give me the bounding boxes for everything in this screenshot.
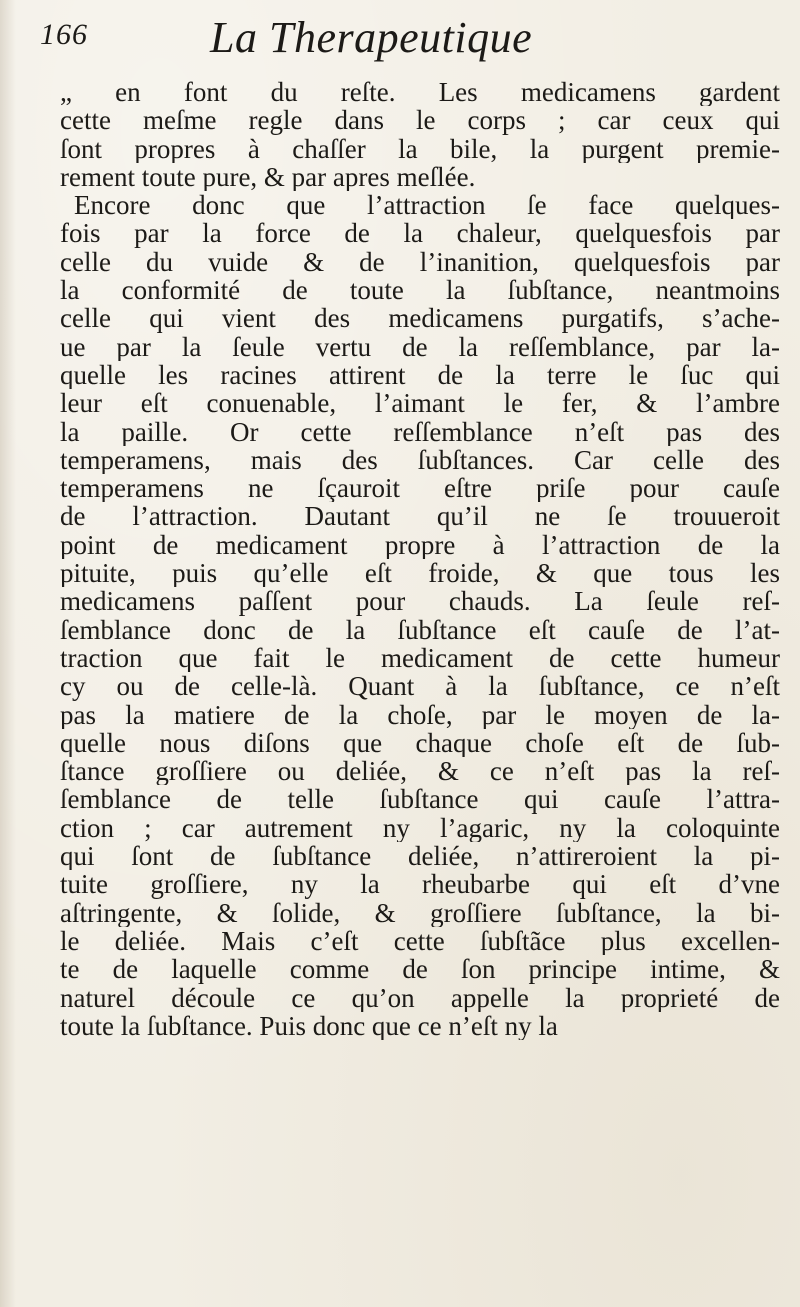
text-line: cy ou de celle-là. Quant à la ſubſtance, ce n’eſt xyxy=(60,672,780,701)
text-line: quelle les racines attirent de la terre le ſuc qui xyxy=(60,360,780,390)
text-line: cette meſme regle dans le corps ; car ceux qui xyxy=(60,106,780,135)
text-line: la conformité de toute la ſubſtance, neantmoins xyxy=(60,276,780,305)
text-line: point de medicament propre à l’attraction de la xyxy=(60,530,780,560)
text-line: fois par la force de la chaleur, quelquesfois par xyxy=(60,219,780,248)
text-line: pas la matiere de la choſe, par le moyen de la- xyxy=(60,700,780,729)
page-header xyxy=(40,12,780,68)
text-line: quelle nous diſons que chaque choſe eſt de ſub- xyxy=(60,728,780,758)
text-line: pituite, puis qu’elle eſt froide, & que tous les xyxy=(60,559,780,588)
text-line: medicamens paſſent pour chauds. La ſeule reſ- xyxy=(60,587,780,616)
text-line: ſemblance donc de la ſubſtance eſt cauſe de l’at- xyxy=(60,615,780,644)
text-line: celle du vuide & de l’inanition, quelquesfois par xyxy=(60,247,780,277)
text-line: Encore donc que l’attraction ſe face quelques- xyxy=(74,191,780,220)
text-line: toute la ſubſtance. Puis donc que ce n’eſt ny la xyxy=(60,1011,558,1041)
running-title: La Therapeutique xyxy=(210,13,533,62)
page-gutter-shadow xyxy=(0,0,16,1307)
text-line: temperamens ne ſçauroit eſtre priſe pour cauſe xyxy=(60,474,780,503)
text-line: la paille. Or cette reſſemblance n’eſt pas des xyxy=(60,417,780,446)
text-line: aſtringente, & ſolide, & groſſiere ſubſtance, la bi- xyxy=(60,898,780,927)
text-line: traction que fait le medicament de cette humeur xyxy=(60,643,780,673)
text-line: temperamens, mais des ſubſtances. Car celle des xyxy=(60,445,780,475)
text-line: rement toute pure, & par apres meſlée. xyxy=(60,162,476,192)
text-line: ſont propres à chaſſer la bile, la purgent premie- xyxy=(60,134,780,163)
text-line: le deliée. Mais c’eſt cette ſubſtãce plus excellen- xyxy=(60,926,780,956)
text-line: „ en font du reſte. Les medicamens gardent xyxy=(60,78,780,107)
text-line: leur eſt conuenable, l’aimant le fer, & l’ambre xyxy=(60,389,780,418)
text-line: te de laquelle comme de ſon principe intime, & xyxy=(60,955,780,984)
text-line: ue par la ſeule vertu de la reſſemblance, par la- xyxy=(60,332,780,361)
text-line: ction ; car autrement ny l’agaric, ny la coloquinte xyxy=(60,813,780,843)
body-text xyxy=(60,78,780,1040)
text-line: ſemblance de telle ſubſtance qui cauſe l’attra- xyxy=(60,785,780,814)
text-line: celle qui vient des medicamens purgatifs, s’ache- xyxy=(60,304,780,333)
page-number: 166 xyxy=(40,18,88,51)
text-line: de l’attraction. Dautant qu’il ne ſe trouueroit xyxy=(60,502,780,531)
text-line: naturel découle ce qu’on appelle la proprieté de xyxy=(60,983,780,1012)
text-line: qui ſont de ſubſtance deliée, n’attireroient la pi- xyxy=(60,842,780,871)
text-line: ſtance groſſiere ou deliée, & ce n’eſt pas la reſ- xyxy=(60,757,780,786)
text-line: tuite groſſiere, ny la rheubarbe qui eſt d’vne xyxy=(60,870,780,899)
